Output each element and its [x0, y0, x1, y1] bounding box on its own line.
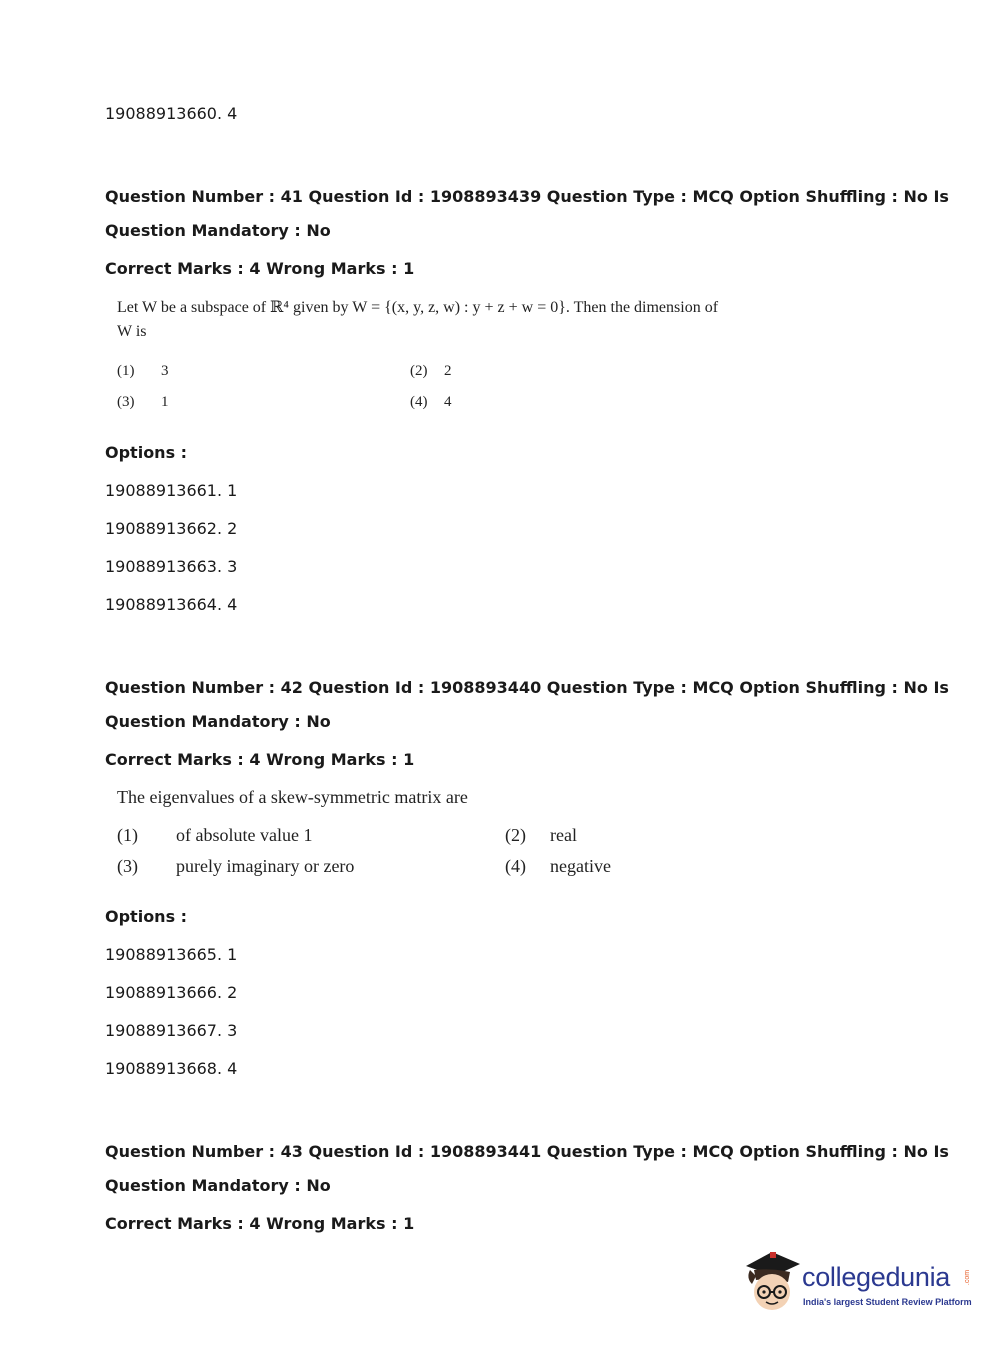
question-text-line: W is [117, 323, 147, 340]
choice-number: (3) [117, 394, 135, 410]
options-label: Options : [105, 443, 188, 462]
question-text-line: The eigenvalues of a skew-symmetric matrix are [117, 787, 468, 807]
choice-number: (4) [505, 856, 526, 876]
choice-number: (3) [117, 856, 138, 876]
choice-value: 1 [161, 394, 169, 410]
choice-number: (1) [117, 363, 135, 379]
choice-number: (2) [505, 825, 526, 845]
choice-value: 2 [444, 363, 452, 379]
choice-value: negative [550, 856, 611, 876]
logo-name: collegedunia [802, 1262, 951, 1292]
question-marks: Correct Marks : 4 Wrong Marks : 1 [105, 750, 415, 769]
option-item: 19088913665. 1 [105, 945, 238, 964]
question-marks: Correct Marks : 4 Wrong Marks : 1 [105, 259, 415, 278]
collegedunia-logo [742, 1248, 972, 1318]
logo-suffix: .com [964, 1269, 972, 1286]
option-item: 19088913664. 4 [105, 595, 238, 614]
choice-value: purely imaginary or zero [176, 856, 355, 876]
options-label: Options : [105, 907, 188, 926]
choice-value: 4 [444, 394, 452, 410]
question-text-line: Let W be a subspace of ℝ⁴ given by W = {(x, y, z, w) : y + z + w = 0}. Then the dimension of [117, 299, 719, 316]
option-item: 19088913662. 2 [105, 519, 238, 538]
choice-value: real [550, 825, 577, 845]
option-item: 19088913668. 4 [105, 1059, 238, 1078]
choice-number: (4) [410, 394, 428, 410]
logo-tagline: India's largest Student Review Platform [803, 1297, 972, 1307]
question-header: Question Number : 41 Question Id : 1908893439 Question Type : MCQ Option Shuffling : No Is [105, 187, 949, 206]
question-header: Question Number : 43 Question Id : 1908893441 Question Type : MCQ Option Shuffling : No Is [105, 1142, 949, 1161]
question-mandatory: Question Mandatory : No [105, 221, 331, 240]
mascot-icon [742, 1248, 802, 1318]
option-item: 19088913666. 2 [105, 983, 238, 1002]
option-item: 19088913660. 4 [105, 104, 238, 123]
choice-number: (2) [410, 363, 428, 379]
choice-value: 3 [161, 363, 169, 379]
option-item: 19088913663. 3 [105, 557, 238, 576]
choice-value: of absolute value 1 [176, 825, 313, 845]
question-mandatory: Question Mandatory : No [105, 712, 331, 731]
question-marks: Correct Marks : 4 Wrong Marks : 1 [105, 1214, 415, 1233]
choice-number: (1) [117, 825, 138, 845]
option-item: 19088913667. 3 [105, 1021, 238, 1040]
question-mandatory: Question Mandatory : No [105, 1176, 331, 1195]
option-item: 19088913661. 1 [105, 481, 238, 500]
question-header: Question Number : 42 Question Id : 1908893440 Question Type : MCQ Option Shuffling : No Is [105, 678, 949, 697]
